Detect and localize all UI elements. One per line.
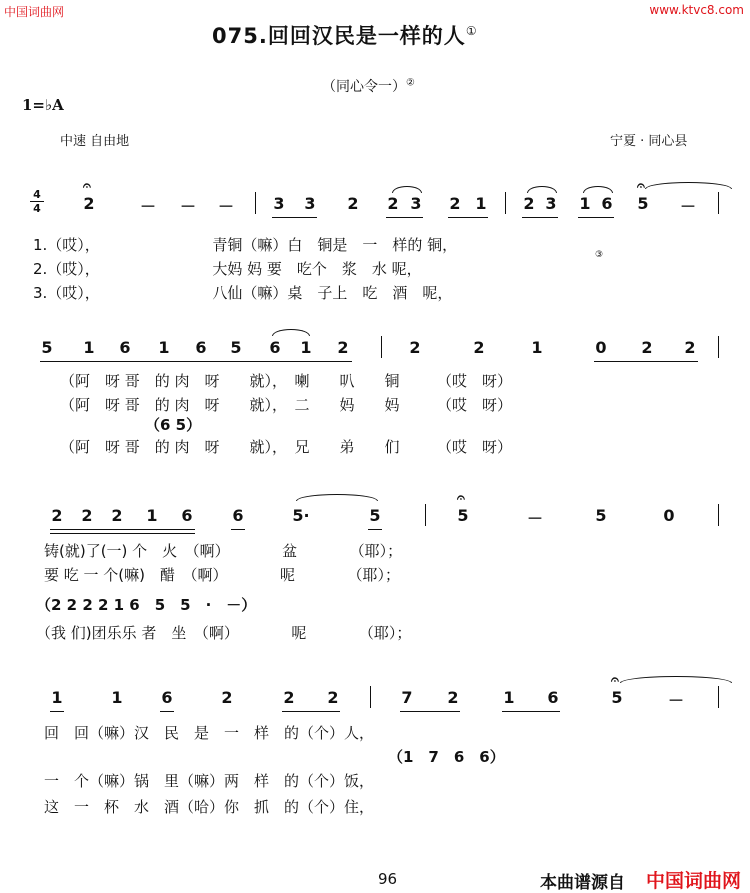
note: 6 [181, 506, 193, 525]
bar-line [255, 192, 256, 214]
bar-line [718, 504, 719, 526]
note: 2 [51, 506, 63, 525]
bar-line [718, 192, 719, 214]
score-system-4 [0, 672, 750, 716]
note: － [218, 197, 235, 216]
note: 2 [347, 194, 359, 213]
lyric-line: 这 一 杯 水 酒（哈）你 抓 的（个）住， [44, 798, 375, 816]
note: 2 [641, 338, 653, 357]
note: 6 [601, 194, 613, 213]
beam-underline [160, 711, 174, 712]
note: 3 [410, 194, 422, 213]
note: － [668, 691, 685, 710]
beam-underline [400, 711, 460, 712]
lyric-footnote-mark: ③ [595, 250, 604, 260]
note: 2 [83, 194, 95, 213]
page-number: 96 [378, 870, 398, 888]
note: 2 [327, 688, 339, 707]
bar-line [381, 336, 382, 358]
score-system-1 [0, 178, 750, 222]
note: 5 [457, 506, 469, 525]
beam-underline [282, 711, 340, 712]
lyric-line: 回 回（嘛）汉 民 是 一 样 的（个）人， [44, 724, 375, 742]
footer-site: 中国词曲网 [646, 870, 742, 892]
note: 1 [111, 688, 123, 707]
note: － [680, 197, 697, 216]
note: 5 [369, 506, 381, 525]
note: 5 [611, 688, 623, 707]
time-signature: 4 4 [30, 189, 44, 214]
note: 2 [337, 338, 349, 357]
note: 2 [409, 338, 421, 357]
lyric-line: 3.（哎）， 八仙（嘛）桌 子上 吃 酒 呢， [33, 284, 453, 302]
slur-arc [527, 186, 557, 193]
alt-melody: （1 7 6 6） [388, 748, 505, 766]
note: 5· [292, 506, 310, 525]
bar-line [370, 686, 371, 708]
watermark-right: www.ktvc8.com [649, 3, 744, 17]
alt-melody: （2 2 2 2 1 6 5 5 · －） [36, 596, 257, 614]
bar-line [718, 336, 719, 358]
lyric-line: 2.（哎）， 大妈 妈 要 吃个 浆 水 呢， [33, 260, 422, 278]
watermark-left: 中国词曲网 [4, 5, 65, 19]
slur-arc [296, 494, 378, 501]
bar-line [718, 686, 719, 708]
note: 1 [300, 338, 312, 357]
region-label: 宁夏 · 同心县 [610, 134, 688, 149]
beam-underline [448, 217, 488, 218]
note: 2 [449, 194, 461, 213]
slur-arc [645, 182, 732, 189]
note: 2 [387, 194, 399, 213]
note: 6 [547, 688, 559, 707]
note: 2 [81, 506, 93, 525]
fermata-icon: 𝄐 [611, 672, 619, 688]
note: 2 [523, 194, 535, 213]
note: 1 [475, 194, 487, 213]
note: － [180, 197, 197, 216]
note: 6 [195, 338, 207, 357]
tempo-marking: 中速 自由地 [60, 134, 130, 149]
note: 1 [579, 194, 591, 213]
note: 5 [637, 194, 649, 213]
note: 0 [663, 506, 675, 525]
note: 6 [119, 338, 131, 357]
slur-arc [583, 186, 613, 193]
beam-underline [386, 217, 423, 218]
lyric-line: 一 个（嘛）锅 里（嘛）两 样 的（个）饭， [44, 772, 375, 790]
note: 5 [230, 338, 242, 357]
note: 1 [146, 506, 158, 525]
lyric-line: 1.（哎）， 青铜（嘛）白 铜是 一 样的 铜， [33, 236, 458, 254]
note: 6 [161, 688, 173, 707]
beam-underline [50, 711, 64, 712]
lyric-line: 铸(就)了(一) 个 火 （啊） 盆 （耶）； [44, 542, 403, 560]
note: 3 [273, 194, 285, 213]
beam-underline [40, 361, 352, 362]
bar-line [505, 192, 506, 214]
note: 2 [221, 688, 233, 707]
beam-underline [578, 217, 614, 218]
lyric-line: 要 吃 一 个(嘛) 醋 （啊） 呢 （耶）； [44, 566, 401, 584]
note: 3 [545, 194, 557, 213]
fermata-icon: 𝄐 [637, 178, 645, 194]
beam-underline [368, 529, 382, 530]
note: 1 [503, 688, 515, 707]
lyric-line: （阿 呀 哥 的 肉 呀 就）， 二 妈 妈 （哎 呀） [60, 396, 513, 414]
song-subtitle: （同心令一）② [322, 77, 415, 95]
note: 1 [51, 688, 63, 707]
note: 2 [111, 506, 123, 525]
beam-underline [50, 533, 195, 534]
note: 5 [41, 338, 53, 357]
note: 2 [447, 688, 459, 707]
slur-arc [272, 329, 310, 336]
key-signature: 1=♭A [22, 96, 64, 114]
lyric-line: （阿 呀 哥 的 肉 呀 就）， 兄 弟 们 （哎 呀） [60, 438, 513, 456]
song-title: 075.回回汉民是一样的人① [212, 24, 478, 48]
beam-underline [594, 361, 698, 362]
fermata-icon: 𝄐 [457, 490, 465, 506]
slur-arc [620, 676, 732, 683]
fermata-icon: 𝄐 [83, 178, 91, 194]
note: 3 [304, 194, 316, 213]
beam-underline [522, 217, 558, 218]
beam-underline [502, 711, 560, 712]
beam-underline [272, 217, 317, 218]
note: 2 [684, 338, 696, 357]
note: 5 [595, 506, 607, 525]
note: 1 [158, 338, 170, 357]
beam-underline [50, 529, 195, 530]
note: 1 [83, 338, 95, 357]
note: 1 [531, 338, 543, 357]
note: － [527, 509, 544, 528]
note: － [140, 197, 157, 216]
lyric-line: （阿 呀 哥 的 肉 呀 就）， 喇 叭 铜 （哎 呀） [60, 372, 513, 390]
note: 0 [595, 338, 607, 357]
lyric-line: （我 们)团乐乐 者 坐 （啊） 呢 （耶）； [36, 624, 412, 642]
alt-melody: （6 5） [145, 416, 202, 434]
note: 6 [232, 506, 244, 525]
score-system-2 [0, 330, 750, 366]
bar-line [425, 504, 426, 526]
footer-label: 本曲谱源自 [540, 873, 625, 893]
note: 2 [283, 688, 295, 707]
note: 2 [473, 338, 485, 357]
note: 7 [401, 688, 413, 707]
note: 6 [269, 338, 281, 357]
beam-underline [231, 529, 245, 530]
slur-arc [392, 186, 422, 193]
score-system-3 [0, 490, 750, 534]
